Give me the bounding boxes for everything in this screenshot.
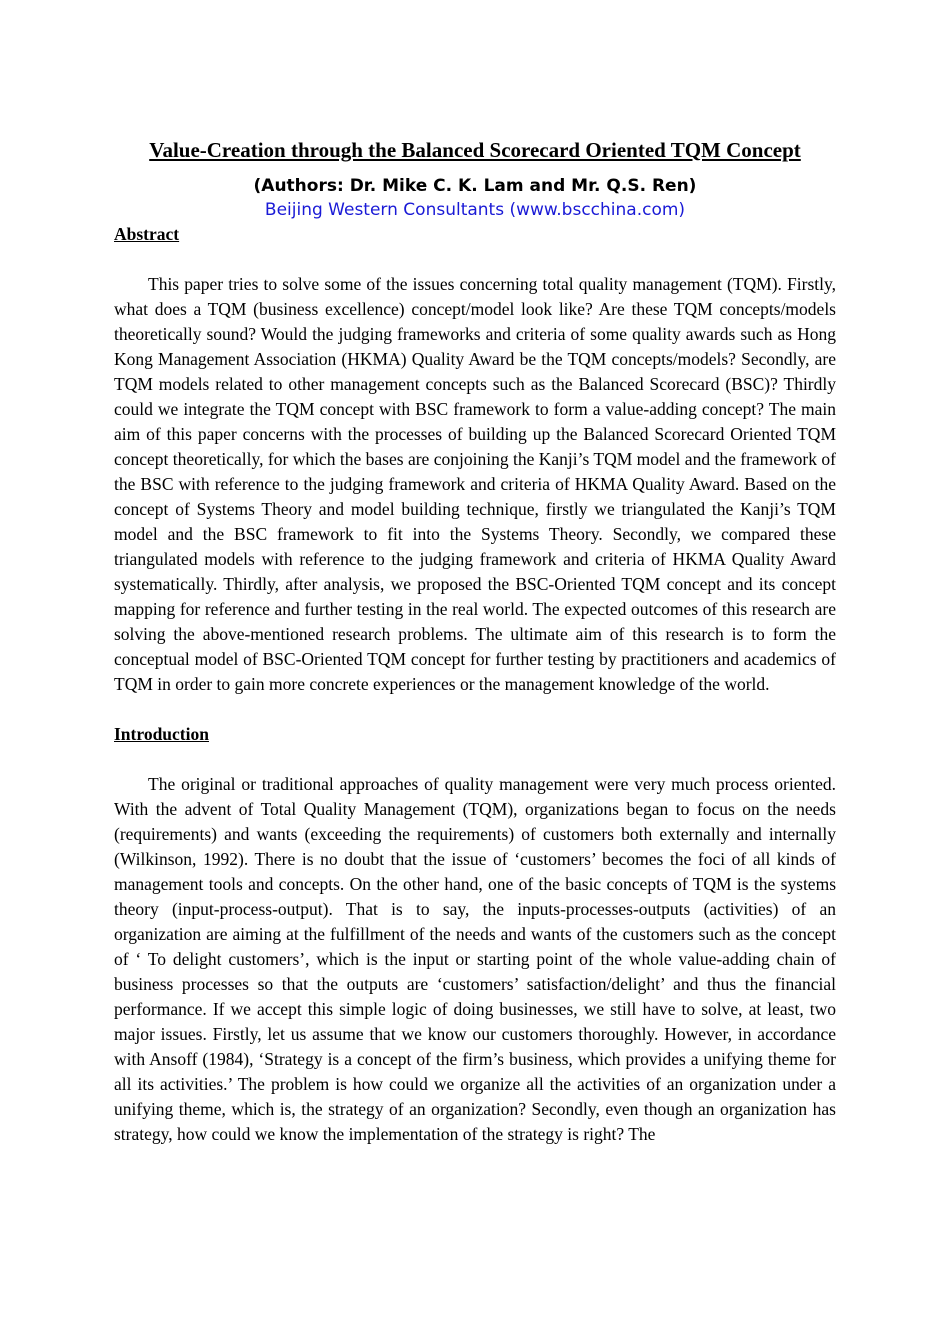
document-page xyxy=(114,136,836,1172)
introduction-section xyxy=(114,722,836,1147)
abstract-paragraph: This paper tries to solve some of the issues concerning total quality management (TQM). Firstly, what does a TQM (business excellence) concept/model look like? Are these TQM concepts/models theoretically sound? Would the judging frameworks and criteria of some quality awards such as Hong Kong Management Association (HKMA) Quality Award be the TQM concepts/models? Secondly, are TQM models related to other management concepts such as the Balanced Scorecard (BSC)? Thirdly could we integrate the TQM concept with BSC framework to form a value-adding concept? The main aim of this paper concerns with the processes of building up the Balanced Scorecard Oriented TQM concept theoretically, for which the bases are conjoining the Kanji’s TQM model and the framework of the BSC with reference to the judging framework and criteria of HKMA Quality Award. Based on the concept of Systems Theory and model building technique, firstly we triangulated the Kanji’s TQM model and the BSC framework to fit into the Systems Theory. Secondly, we compared these triangulated models with reference to the judging framework and criteria of HKMA Quality Award systematically. Thirdly, after analysis, we proposed the BSC-Oriented TQM concept and its concept mapping for reference and further testing in the real world. The expected outcomes of this research are solving the above-mentioned research problems. The ultimate aim of this research is to form the conceptual model of BSC-Oriented TQM concept for further testing by practitioners and academics of TQM in order to gain more concrete experiences or the management knowledge of the world. xyxy=(114,274,836,694)
abstract-heading: Abstract xyxy=(114,224,180,244)
paper-title: Value-Creation through the Balanced Scorecard Oriented TQM Concept xyxy=(149,138,801,162)
affiliation-line: Beijing Western Consultants (www.bscchina.com) xyxy=(264,200,686,220)
abstract-section xyxy=(114,222,836,697)
introduction-heading: Introduction xyxy=(114,724,209,744)
introduction-paragraph: The original or traditional approaches of quality management were very much process oriented. With the advent of Total Quality Management (TQM), organizations began to focus on the needs (requirements) and wants (exceeding the requirements) of customers both externally and internally (Wilkinson, 1992). There is no doubt that the issue of ‘customers’ becomes the foci of all kinds of management tools and concepts. On the other hand, one of the basic concepts of TQM is the systems theory (input-process-output). That is to say, the inputs-processes-outputs (activities) of an organization are aiming at the fulfillment of the needs and wants of the customers such as the concept of ‘ To delight customers’, which is the input or starting point of the whole value-adding chain of business processes so that the outputs are ‘customers’ satisfaction/delight’ and thus the financial performance. If we accept this simple logic of doing businesses, we still have to solve, at least, two major issues. Firstly, let us assume that we know our customers thoroughly. However, in accordance with Ansoff (1984), ‘Strategy is a concept of the firm’s business, which provides a unifying theme for all its activities.’ The problem is how could we organize all the activities of an organization under a unifying theme, which is, the strategy of an organization? Secondly, even though an organization has strategy, how could we know the implementation of the strategy is right? The xyxy=(114,774,836,1144)
authors-line: (Authors: Dr. Mike C. K. Lam and Mr. Q.S. Ren) xyxy=(253,176,697,196)
